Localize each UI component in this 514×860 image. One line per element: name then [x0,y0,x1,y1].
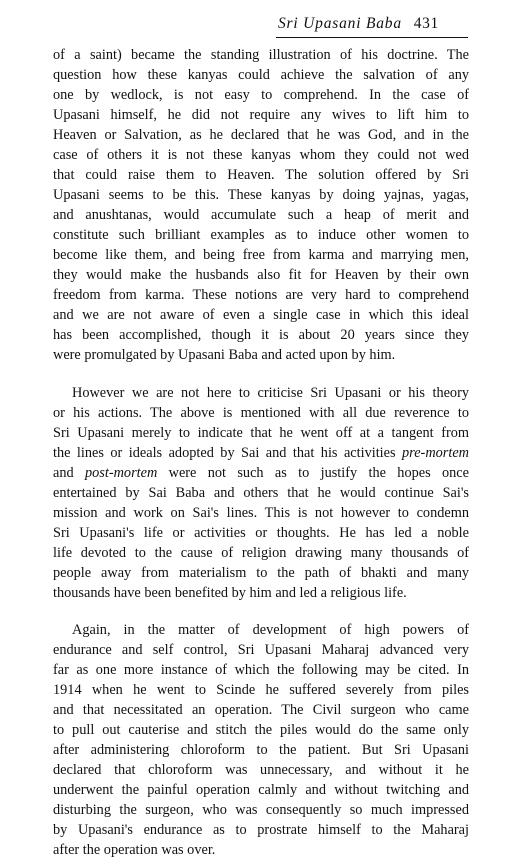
text-line: mission and work on Sai's lines. This is not however to condemn [53,505,469,521]
text-line: disturbing the surgeon, who was consequently so much impressed [53,802,469,818]
text-line: far as one more instance of which the following may be cited. In [53,662,469,678]
text-line: constitute such brilliant examples as to induce other women to [53,227,469,243]
text-line: that could raise them to Heaven. The solution offered by Sri [53,167,469,183]
text-line: 1914 when he went to Scinde he suffered severely from piles [53,682,469,698]
text-line: and anushtanas, would accumulate such a heap of merit and [53,207,469,223]
text-line: Upasani himself, he did not require any wives to lift him to [53,107,469,123]
body-text [53,45,469,860]
text-line: case of others it is not these kanyas whom they could not wed [53,147,469,163]
text-line: Upasani seems to be this. These kanyas by doing yajnas, yagas, [53,187,469,203]
paragraph-spacer [53,603,469,620]
text-line: entertained by Sai Baba and others that he would continue Sai's [53,485,469,501]
text-line: and that necessitated an operation. The Civil surgeon who came [53,702,469,718]
text-line: become like them, and being free from karma and marrying men, [53,247,469,263]
text-run: the lines or ideals adopted by Sai and that his activities [53,445,403,461]
text-run: were not such as to justify the hopes once [157,465,469,481]
text-line: thousands have been benefited by him and led a religious life. [53,585,407,601]
text-line: were promulgated by Upasani Baba and acted upon by him. [53,347,396,363]
paragraph-spacer [53,365,469,383]
text-line: and we are not aware of even a single case in which this ideal [53,307,469,323]
text-line: to pull out cauterise and stitch the piles would do the same only [53,722,469,738]
paragraph-2 [53,383,469,603]
text-line: underwent the painful operation calmly and without twitching and [53,782,469,798]
page-number: 431 [413,15,439,32]
text-line: life devoted to the cause of religion drawing many thousands of [53,545,469,561]
text-line: or his actions. The above is mentioned with all due reverence to [53,405,469,421]
text-line: people away from materialism to the path of bhakti and many [53,565,469,581]
italic-term: pre-mortem [402,445,469,461]
running-head [278,13,468,35]
text-line: has been accomplished, though it is about 20 years since they [53,327,469,343]
text-line: they would make the husbands also fit for Heaven by their own [53,267,469,283]
text-line: question how these kanyas could achieve the salvation of any [53,67,469,83]
text-line: Sri Upasani's life or activities or thoughts. He has led a noble [53,525,469,541]
text-line: Sri Upasani merely to indicate that he went off at a tangent from [53,425,469,441]
running-head-rule [276,37,468,38]
text-line: endurance and self control, Sri Upasani Maharaj advanced very [53,642,469,658]
text-line: by Upasani's endurance as to prostrate himself to the Maharaj [53,822,469,838]
text-line [53,463,469,483]
text-run: and [53,465,85,481]
text-line: after administering chloroform to the patient. But Sri Upasani [53,742,469,758]
text-line [53,443,469,463]
italic-term: post-mortem [85,465,158,481]
text-line: freedom from karma. These notions are very hard to comprehend [53,287,469,303]
text-line: after the operation was over. [53,842,216,858]
paragraph-1 [53,45,469,365]
text-line: Heaven or Salvation, as he declared that he was God, and in the [53,127,469,143]
text-line: of a saint) became the standing illustration of his doctrine. The [53,47,469,63]
text-line: However we are not here to criticise Sri Upasani or his theory [72,385,469,401]
text-line: declared that chloroform was unnecessary, and without it he [53,762,469,778]
running-head-title: Sri Upasani Baba [278,15,402,32]
text-line: Again, in the matter of development of high powers of [72,622,469,638]
text-line: one by wedlock, is not easy to comprehend. In the case of [53,87,469,103]
paragraph-3 [53,620,469,860]
